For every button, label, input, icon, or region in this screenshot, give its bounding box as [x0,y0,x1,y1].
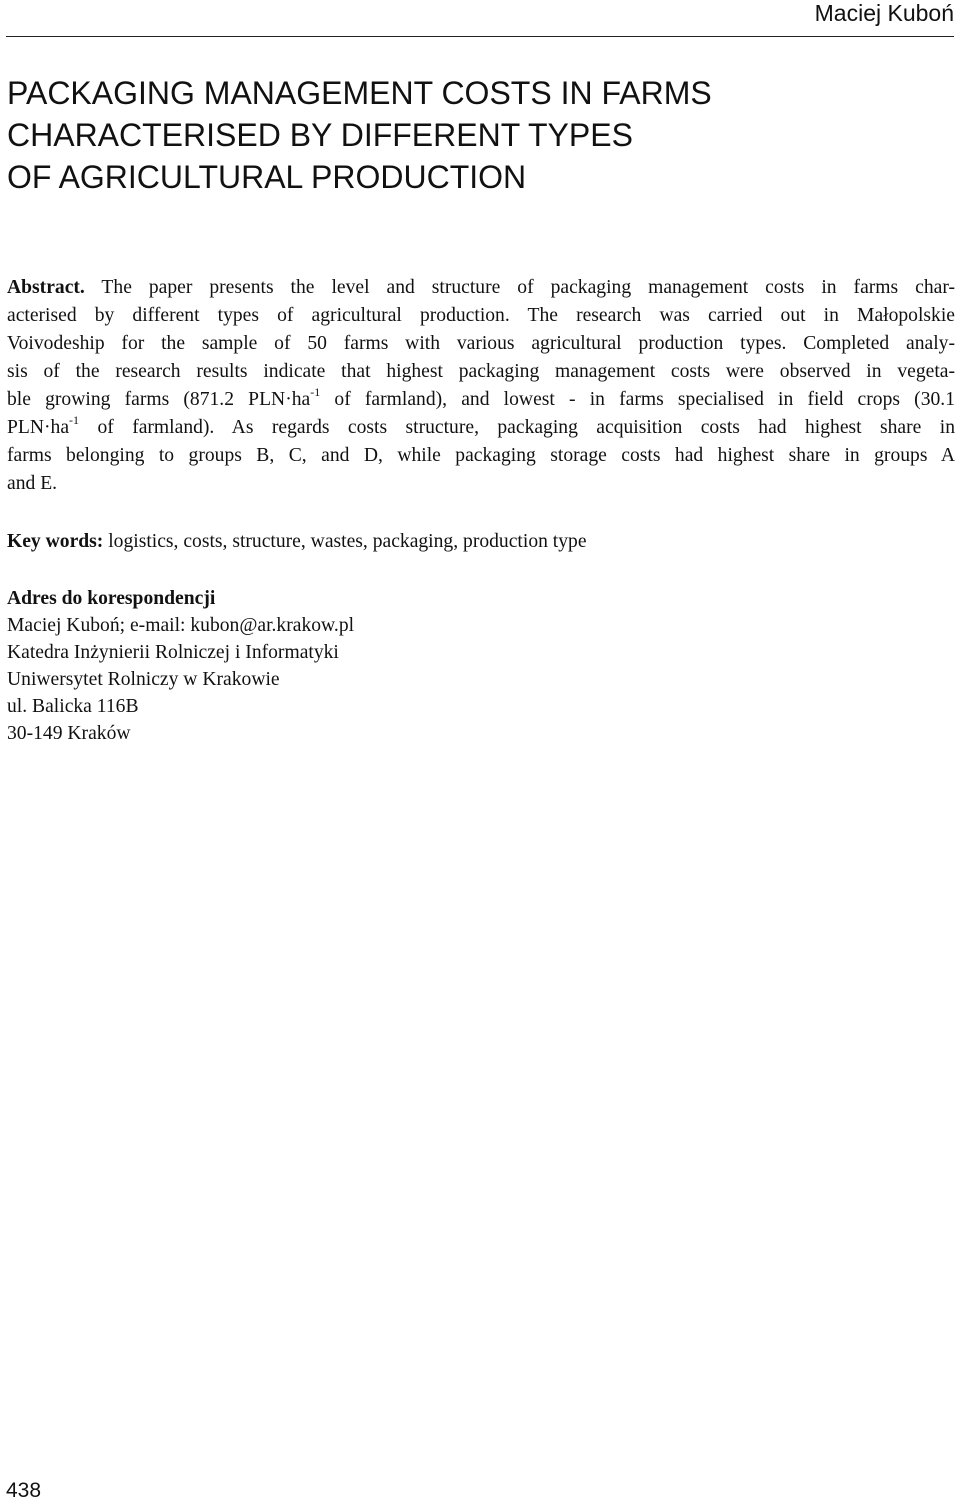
abstract-text: The paper presents the level and structure of packaging management costs in farms char- [84,277,955,298]
abstract-line [7,414,955,442]
title-line: OF AGRICULTURAL PRODUCTION [7,159,527,195]
abstract [7,274,955,498]
title-line: PACKAGING MANAGEMENT COSTS IN FARMS [7,75,712,111]
abstract-line: and E. [7,473,58,494]
abstract-text: PLN·ha [7,417,70,438]
abstract-line: sis of the research results indicate that highest packaging management costs were observed in vegeta- [7,361,955,382]
abstract-text: ble growing farms (871.2 PLN·ha [7,389,311,410]
abstract-text: of farmland). As regards costs structure, packaging acquisition costs had highest share in [79,417,955,438]
header-rule [6,36,954,37]
abstract-line [7,274,955,302]
correspondence-line: Maciej Kuboń; e-mail: kubon@ar.krakow.pl [7,615,355,636]
correspondence-line: ul. Balicka 116B [7,696,139,717]
correspondence-heading: Adres do korespondencji [7,588,216,609]
keywords-text: logistics, costs, structure, wastes, packaging, production type [103,531,587,552]
keywords-label: Key words: [7,531,104,552]
abstract-line: acterised by different types of agricultural production. The research was carried out in Małopolskie [7,305,955,326]
page-number: 438 [6,1479,42,1502]
paper-title [7,72,950,198]
abstract-text: of farmland), and lowest - in farms specialised in field crops (30.1 [320,389,955,410]
correspondence-block [7,585,354,747]
superscript: -1 [310,385,321,399]
correspondence-line: Katedra Inżynierii Rolniczej i Informatyki [7,642,339,663]
correspondence-line: Uniwersytet Rolniczy w Krakowie [7,669,280,690]
title-line: CHARACTERISED BY DIFFERENT TYPES [7,117,633,153]
abstract-label: Abstract. [7,277,85,298]
running-header-author: Maciej Kuboń [814,0,954,26]
abstract-line [7,386,955,414]
superscript: -1 [69,413,80,427]
abstract-line: Voivodeship for the sample of 50 farms with various agricultural production types. Completed analy- [7,333,955,354]
keywords [7,528,587,556]
abstract-line: farms belonging to groups B, C, and D, while packaging storage costs had highest share in groups A [7,445,955,466]
correspondence-line: 30-149 Kraków [7,723,131,744]
